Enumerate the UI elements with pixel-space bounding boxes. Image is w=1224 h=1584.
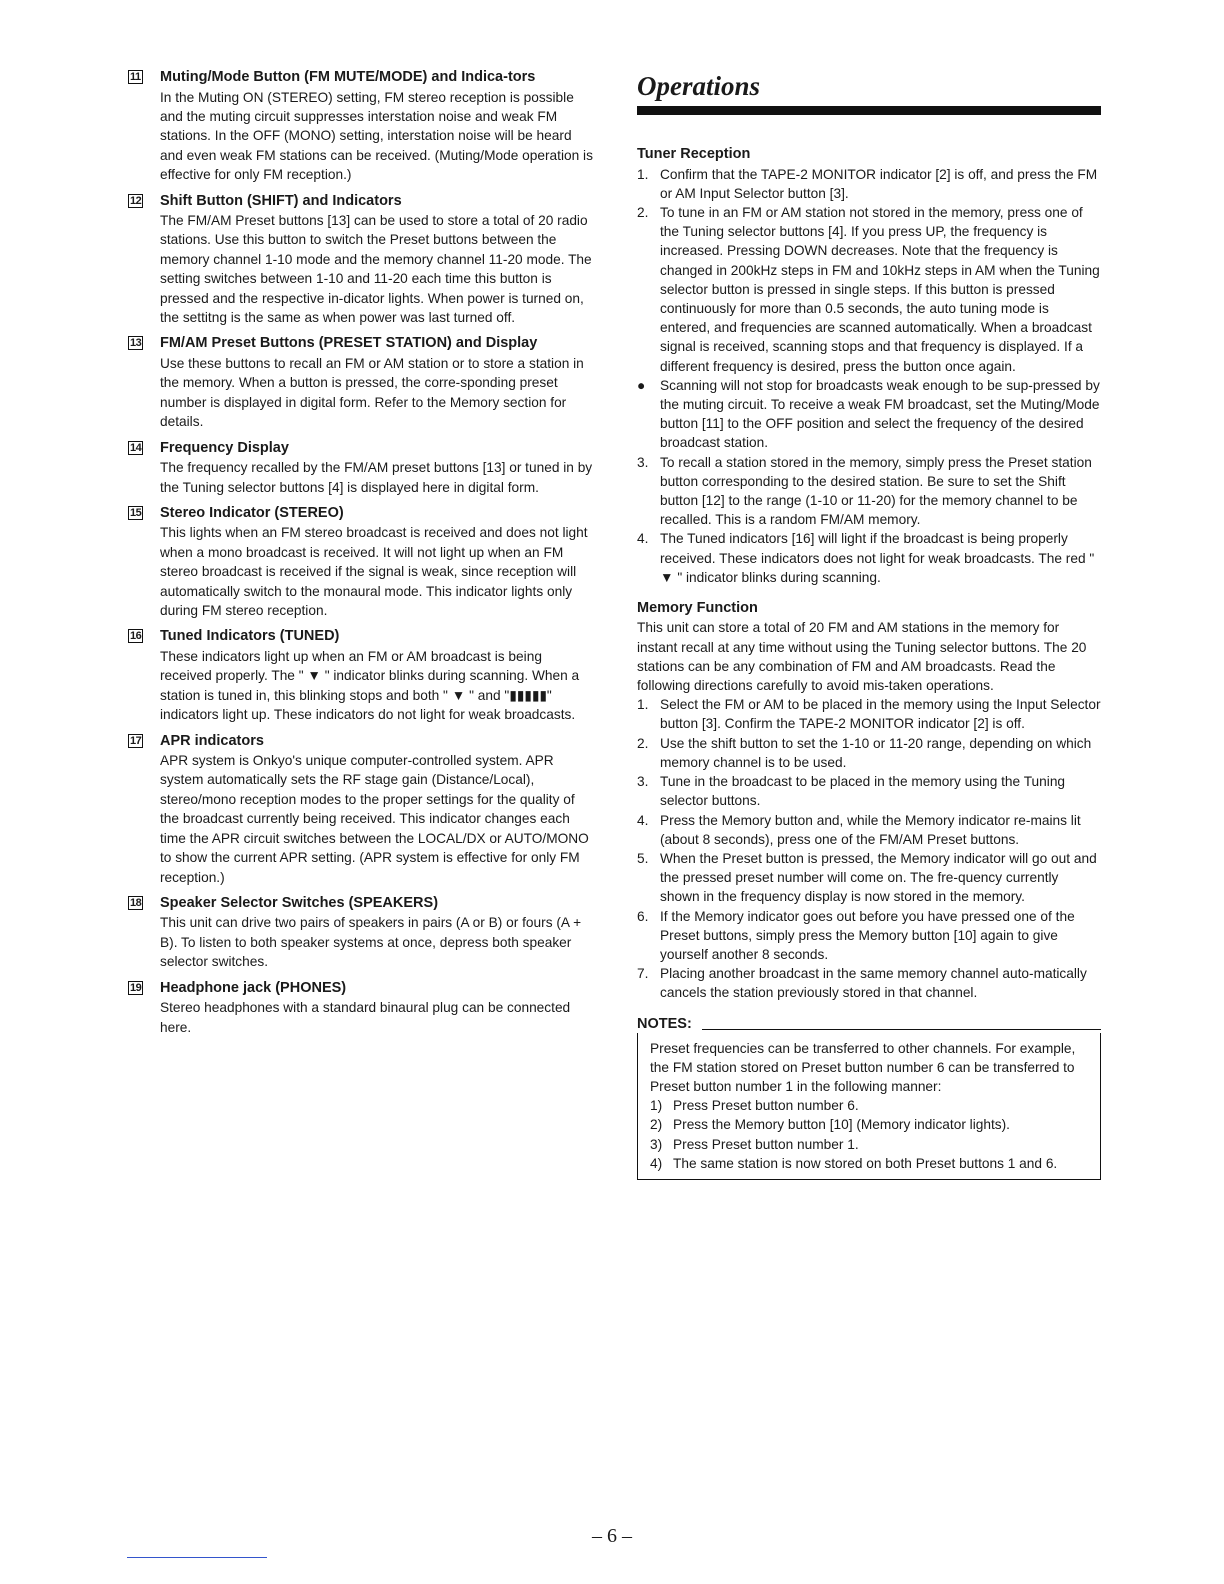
section-frequency-display [128,439,594,497]
section-preset-buttons [128,334,594,431]
list-item-text: Press the Memory button and, while the Memory indicator re-mains lit (about 8 seconds), press one of the FM/AM Preset buttons. [660,812,1081,847]
list-item-text: Press the Memory button [10] (Memory indicator lights). [673,1117,1010,1133]
memory-function-list [637,695,1101,1002]
bullet-marker: ● [637,377,646,393]
section-title: Stereo Indicator (STEREO) [160,504,344,521]
notes-label: NOTES: [637,1015,692,1032]
operations-title: Operations [637,71,761,101]
list-marker: 7. [637,966,649,982]
list-item-text: Placing another broadcast in the same memory channel auto-matically cancels the station previously stored in that channel. [660,966,1087,1001]
list-item [637,849,1101,907]
section-title: Speaker Selector Switches (SPEAKERS) [160,894,439,911]
list-marker: 2) [650,1117,663,1133]
list-item [637,695,1101,733]
section-body: This unit can drive two pairs of speakers in pairs (A or B) or fours (A + B). To listen to both speaker systems at once, depress both speaker selector switches. [160,915,582,970]
list-marker: 1) [650,1098,663,1114]
title-rule [637,106,1101,115]
list-item-text: Tune in the broadcast to be placed in the memory using the Tuning selector buttons. [660,774,1066,809]
list-item [650,1115,1090,1134]
item-number: 14 [130,441,142,454]
memory-function-heading: Memory Function [637,599,758,616]
list-marker: 3. [637,454,649,470]
list-marker: 4. [637,812,649,828]
list-marker: 4) [650,1155,663,1171]
tuner-reception-list [637,165,1101,587]
list-marker: 6. [637,908,649,924]
section-body: Stereo headphones with a standard binaural plug can be connected here. [160,1000,571,1035]
item-number: 18 [130,896,142,909]
list-item-text: The same station is now stored on both Preset buttons 1 and 6. [673,1155,1058,1171]
list-item-text: The Tuned indicators [16] will light if the broadcast is being properly received. These indicators does not light for weak broadcasts. The red " ▼ " indicator blinks during scanning. [660,531,1095,585]
list-item [637,165,1101,203]
memory-function-intro: This unit can store a total of 20 FM and AM stations in the memory for instant recall at any time without using the Tuning selector buttons. The 20 stations can be any combination of FM and AM broadcasts. Read the following directions carefully to avoid mis-taken operations. [637,620,1087,694]
list-item-text: When the Preset button is pressed, the Memory indicator will go out and the pressed preset number will come on. The fre-quency currently shown in the frequency display is now stored in the memory. [660,850,1097,905]
list-item [650,1135,1090,1154]
section-body: Use these buttons to recall an FM or AM station or to store a station in the memory. When a button is pressed, the corre-sponding preset number is displayed in digital form. Refer to the Memory section for details. [160,355,584,430]
notes-box [637,1033,1101,1180]
list-item [650,1154,1090,1173]
item-number: 15 [130,506,142,519]
section-speaker-selector [128,894,594,972]
section-body: In the Muting ON (STEREO) setting, FM stereo reception is possible and the muting circuit suppresses interstation noise and weak FM stations. In the OFF (MONO) setting, interstation noise will be heard and even weak FM stations can be received. (Muting/Mode operation is effective for only FM reception.) [160,89,593,183]
notes-list [650,1096,1090,1173]
section-title: APR indicators [160,732,264,749]
list-item-text: Press Preset button number 6. [673,1098,859,1114]
list-item [650,1096,1090,1115]
page-number: – 6 – [592,1525,632,1547]
item-number: 12 [130,194,142,207]
item-number: 19 [130,981,142,994]
section-body: These indicators light up when an FM or AM broadcast is being received properly. The " ▼ " indicator blinks during scanning. When a station is tuned in, this blinking stops and both " ▼ " and "▮▮▮▮▮" indicators light up. These indicators do not light for weak broadcasts. [160,648,580,723]
item-number: 17 [130,734,142,747]
list-item [637,907,1101,965]
list-item [637,734,1101,772]
list-item-text: Use the shift button to set the 1-10 or 11-20 range, depending on which memory channel is to be used. [660,735,1092,770]
left-column [128,68,594,1044]
list-item-text: If the Memory indicator goes out before you have pressed one of the Preset buttons, simply press the Memory button [10] again to give yourself another 8 seconds. [660,908,1075,962]
notes-rule [702,1029,1101,1030]
section-apr-indicators [128,732,594,887]
section-title: Tuned Indicators (TUNED) [160,628,340,645]
item-number: 13 [130,337,142,350]
list-marker: 5. [637,850,649,866]
list-marker: 3) [650,1136,663,1152]
list-item [637,529,1101,587]
notes-header [637,1015,1101,1033]
list-item-text: To tune in an FM or AM station not stored in the memory, press one of the Tuning selector buttons [4]. If you press UP, the frequency is increased. Pressing DOWN decreases. Note that the frequency is changed in 200kHz steps in FM and 10kHz steps in AM when the Tuning selector button is pressed in single steps. If this button is pressed continuously for more than 0.5 seconds, the auto tuning mode is entered, and frequencies are scanned automatically. When a broadcast signal is received, scanning stops and that frequency is displayed. If a different frequency is desired, press the button once again. [660,204,1100,374]
list-item-text: To recall a station stored in the memory, simply press the Preset station button corresponding to the desired station. Be sure to set the Shift button [12] to the range (1-10 or 11-20) for the memory channel to be recalled. This is a random FM/AM memory. [660,454,1092,528]
list-item [637,811,1101,849]
list-marker: 1. [637,166,649,182]
section-stereo-indicator [128,504,594,621]
list-item-text: Select the FM or AM to be placed in the memory using the Input Selector button [3]. Confirm the TAPE-2 MONITOR indicator [2] is off. [660,697,1101,732]
section-title: Headphone jack (PHONES) [160,979,347,996]
section-tuned-indicators [128,627,594,724]
item-number: 16 [130,630,142,643]
section-title: Frequency Display [160,439,289,456]
section-title: FM/AM Preset Buttons (PRESET STATION) and Display [160,335,538,352]
list-marker: 2. [637,204,649,220]
section-body: The FM/AM Preset buttons [13] can be used to store a total of 20 radio stations. Use this button to switch the Preset buttons between the memory channel 1-10 mode and the memory channel 11-20 mode. The setting switches between 1-10 and 11-20 each time this button is pressed and the respective in-dicator lights. When power is turned on, the settitng is the same as when power was last turned off. [160,213,592,326]
section-body: The frequency recalled by the FM/AM preset buttons [13] or tuned in by the Tuning selector buttons [4] is displayed here in digital form. [160,460,593,495]
item-number: 11 [130,71,141,83]
notes-intro: Preset frequencies can be transferred to other channels. For example, the FM station stored on Preset button number 6 can be transferred to Preset button number 1 in the following manner: [650,1040,1076,1094]
list-item-text: Confirm that the TAPE-2 MONITOR indicator [2] is off, and press the FM or AM Input Selector button [3]. [660,166,1098,201]
list-marker: 1. [637,697,649,713]
section-title: Shift Button (SHIFT) and Indicators [160,192,402,209]
list-item [637,203,1101,376]
list-item [637,964,1101,1002]
section-body: APR system is Onkyo's unique computer-controlled system. APR system automatically sets the RF stage gain (Distance/Local), stereo/mono reception modes to the proper settings for the quality of the broadcast currently being received. This indicator changes each time the APR circuit switches between the LOCAL/DX or AUTO/MONO to show the current APR setting. (APR system is effective for only FM reception.) [160,753,589,885]
list-marker: 2. [637,735,649,751]
list-item [637,453,1101,530]
list-item-text: Press Preset button number 1. [673,1136,859,1152]
footer-link-rule [127,1557,267,1558]
list-marker: 4. [637,531,649,547]
list-marker: 3. [637,774,649,790]
section-muting-mode [128,68,594,185]
tuner-reception-heading: Tuner Reception [637,146,751,162]
list-item-text: Scanning will not stop for broadcasts weak enough to be sup-pressed by the muting circuit. To receive a weak FM broadcast, set the Muting/Mode button [11] to the OFF position and select the frequency of the desired broadcast station. [660,377,1100,451]
section-body: This lights when an FM stereo broadcast is received and does not light when a mono broadcast is received. It will not light up when an FM stereo broadcast is received if the signal is weak, since reception will automatically switch to the monaural mode. This indicator lights only during FM stereo reception. [160,525,588,619]
section-title: Muting/Mode Button (FM MUTE/MODE) and Indica-tors [160,69,536,85]
list-item [637,376,1101,453]
section-shift-button [128,192,594,328]
list-item [637,772,1101,810]
section-headphone-jack [128,979,594,1037]
right-column [637,68,1101,1180]
